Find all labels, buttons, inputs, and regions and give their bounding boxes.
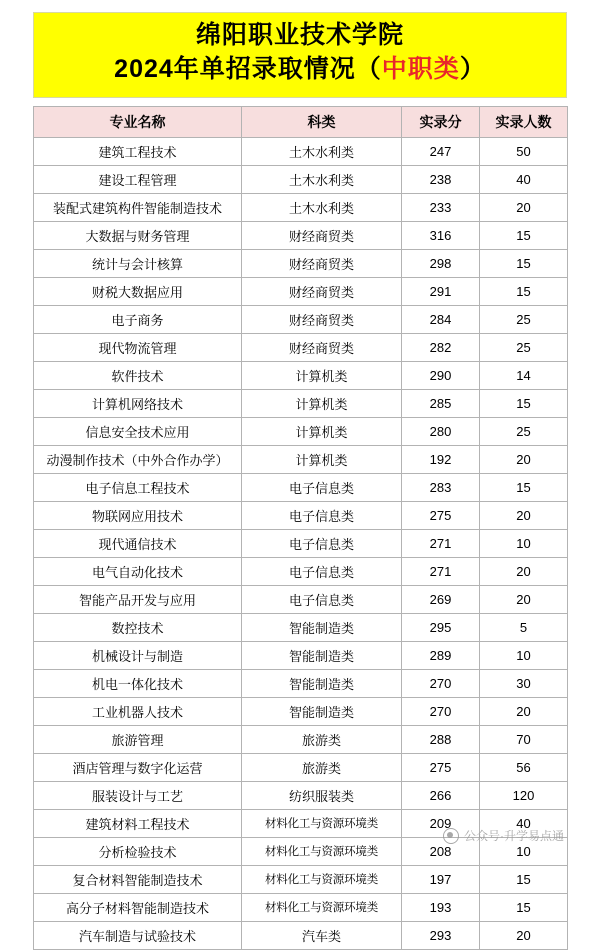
cell-category: 材料化工与资源环境类 [242, 893, 402, 921]
cell-count: 70 [480, 725, 568, 753]
cell-major: 电气自动化技术 [34, 557, 242, 585]
cell-score: 316 [402, 221, 480, 249]
subtitle-highlight: 中职类 [381, 54, 460, 83]
cell-score: 270 [402, 669, 480, 697]
cell-category: 财经商贸类 [242, 277, 402, 305]
title-block [33, 12, 567, 98]
cell-category: 材料化工与资源环境类 [242, 865, 402, 893]
cell-count: 20 [480, 921, 568, 949]
cell-category: 电子信息类 [242, 557, 402, 585]
cell-major: 现代物流管理 [34, 333, 242, 361]
watermark [443, 827, 564, 844]
column-header-count: 实录人数 [480, 106, 568, 137]
cell-category: 财经商贸类 [242, 305, 402, 333]
table-row [34, 697, 568, 725]
table-row [34, 277, 568, 305]
cell-count: 25 [480, 305, 568, 333]
cell-category: 旅游类 [242, 725, 402, 753]
subtitle-suffix: ） [459, 54, 486, 83]
cell-major: 建筑工程技术 [34, 137, 242, 165]
table-row [34, 305, 568, 333]
cell-count: 14 [480, 361, 568, 389]
cell-category: 纺织服装类 [242, 781, 402, 809]
cell-category: 电子信息类 [242, 585, 402, 613]
cell-major: 动漫制作技术（中外合作办学） [34, 445, 242, 473]
cell-count: 20 [480, 697, 568, 725]
cell-score: 209 [402, 809, 480, 837]
cell-score: 275 [402, 501, 480, 529]
cell-major: 软件技术 [34, 361, 242, 389]
cell-major: 分析检验技术 [34, 837, 242, 865]
cell-major: 工业机器人技术 [34, 697, 242, 725]
cell-count: 5 [480, 613, 568, 641]
cell-major: 旅游管理 [34, 725, 242, 753]
table-row [34, 417, 568, 445]
cell-major: 物联网应用技术 [34, 501, 242, 529]
cell-category: 电子信息类 [242, 501, 402, 529]
table-row [34, 501, 568, 529]
table-row [34, 249, 568, 277]
cell-major: 机电一体化技术 [34, 669, 242, 697]
table-row [34, 137, 568, 165]
cell-count: 15 [480, 893, 568, 921]
table-row [34, 165, 568, 193]
table-row [34, 333, 568, 361]
cell-score: 293 [402, 921, 480, 949]
cell-category: 智能制造类 [242, 697, 402, 725]
cell-category: 计算机类 [242, 417, 402, 445]
cell-score: 271 [402, 529, 480, 557]
cell-category: 土木水利类 [242, 193, 402, 221]
cell-count: 10 [480, 641, 568, 669]
cell-category: 计算机类 [242, 361, 402, 389]
table-row [34, 781, 568, 809]
cell-score: 288 [402, 725, 480, 753]
cell-major: 复合材料智能制造技术 [34, 865, 242, 893]
cell-count: 20 [480, 193, 568, 221]
table-row [34, 361, 568, 389]
admission-table [33, 106, 568, 950]
cell-count: 40 [480, 809, 568, 837]
table-row [34, 641, 568, 669]
cell-score: 270 [402, 697, 480, 725]
cell-major: 酒店管理与数字化运营 [34, 753, 242, 781]
cell-category: 财经商贸类 [242, 333, 402, 361]
cell-score: 284 [402, 305, 480, 333]
cell-score: 280 [402, 417, 480, 445]
table-row [34, 585, 568, 613]
cell-score: 295 [402, 613, 480, 641]
cell-count: 10 [480, 529, 568, 557]
column-header-category: 科类 [242, 106, 402, 137]
table-row [34, 669, 568, 697]
cell-count: 15 [480, 221, 568, 249]
cell-major: 机械设计与制造 [34, 641, 242, 669]
column-header-major: 专业名称 [34, 106, 242, 137]
table-row [34, 921, 568, 949]
document-page [0, 12, 600, 944]
cell-category: 智能制造类 [242, 613, 402, 641]
cell-category: 电子信息类 [242, 529, 402, 557]
cell-score: 238 [402, 165, 480, 193]
column-header-score: 实录分 [402, 106, 480, 137]
cell-major: 装配式建筑构件智能制造技术 [34, 193, 242, 221]
cell-category: 土木水利类 [242, 137, 402, 165]
cell-count: 20 [480, 445, 568, 473]
subtitle-prefix: 2024年单招录取情况（ [114, 54, 382, 83]
table-row [34, 445, 568, 473]
table-row [34, 221, 568, 249]
page-title: 绵阳职业技术学院 [195, 21, 404, 49]
cell-category: 计算机类 [242, 445, 402, 473]
cell-major: 智能产品开发与应用 [34, 585, 242, 613]
cell-score: 233 [402, 193, 480, 221]
cell-major: 现代通信技术 [34, 529, 242, 557]
cell-count: 10 [480, 837, 568, 865]
table-row [34, 865, 568, 893]
cell-score: 282 [402, 333, 480, 361]
cell-count: 30 [480, 669, 568, 697]
cell-count: 25 [480, 333, 568, 361]
cell-score: 275 [402, 753, 480, 781]
cell-count: 56 [480, 753, 568, 781]
cell-score: 298 [402, 249, 480, 277]
cell-count: 15 [480, 249, 568, 277]
cell-score: 208 [402, 837, 480, 865]
cell-score: 266 [402, 781, 480, 809]
cell-score: 247 [402, 137, 480, 165]
cell-category: 财经商贸类 [242, 221, 402, 249]
cell-category: 智能制造类 [242, 641, 402, 669]
cell-count: 15 [480, 389, 568, 417]
cell-category: 电子信息类 [242, 473, 402, 501]
cell-count: 120 [480, 781, 568, 809]
page-subtitle [34, 53, 566, 87]
cell-score: 192 [402, 445, 480, 473]
cell-count: 20 [480, 585, 568, 613]
cell-category: 汽车类 [242, 921, 402, 949]
cell-category: 计算机类 [242, 389, 402, 417]
cell-major: 高分子材料智能制造技术 [34, 893, 242, 921]
table-row [34, 753, 568, 781]
cell-major: 服装设计与工艺 [34, 781, 242, 809]
cell-category: 材料化工与资源环境类 [242, 837, 402, 865]
table-row [34, 613, 568, 641]
cell-score: 285 [402, 389, 480, 417]
cell-count: 50 [480, 137, 568, 165]
cell-score: 193 [402, 893, 480, 921]
table-row [34, 389, 568, 417]
cell-count: 15 [480, 473, 568, 501]
cell-major: 建设工程管理 [34, 165, 242, 193]
cell-major: 数控技术 [34, 613, 242, 641]
watermark-text: 公众号·升学易点通 [464, 829, 564, 843]
cell-category: 土木水利类 [242, 165, 402, 193]
table-row [34, 893, 568, 921]
cell-score: 289 [402, 641, 480, 669]
table-row [34, 557, 568, 585]
cell-count: 25 [480, 417, 568, 445]
cell-major: 电子信息工程技术 [34, 473, 242, 501]
cell-major: 信息安全技术应用 [34, 417, 242, 445]
table-row [34, 725, 568, 753]
cell-category: 智能制造类 [242, 669, 402, 697]
cell-category: 旅游类 [242, 753, 402, 781]
cell-count: 40 [480, 165, 568, 193]
cell-score: 197 [402, 865, 480, 893]
cell-major: 统计与会计核算 [34, 249, 242, 277]
cell-category: 材料化工与资源环境类 [242, 809, 402, 837]
table-row [34, 193, 568, 221]
cell-score: 271 [402, 557, 480, 585]
cell-score: 291 [402, 277, 480, 305]
cell-count: 20 [480, 501, 568, 529]
cell-count: 15 [480, 865, 568, 893]
cell-major: 财税大数据应用 [34, 277, 242, 305]
cell-count: 15 [480, 277, 568, 305]
cell-score: 290 [402, 361, 480, 389]
cell-major: 计算机网络技术 [34, 389, 242, 417]
cell-major: 电子商务 [34, 305, 242, 333]
cell-count: 20 [480, 557, 568, 585]
table-row [34, 473, 568, 501]
table-row [34, 529, 568, 557]
cell-category: 财经商贸类 [242, 249, 402, 277]
table-header-row [34, 106, 568, 137]
cell-major: 建筑材料工程技术 [34, 809, 242, 837]
cell-score: 283 [402, 473, 480, 501]
watermark-logo-icon [443, 828, 459, 844]
cell-major: 汽车制造与试验技术 [34, 921, 242, 949]
cell-score: 269 [402, 585, 480, 613]
cell-major: 大数据与财务管理 [34, 221, 242, 249]
